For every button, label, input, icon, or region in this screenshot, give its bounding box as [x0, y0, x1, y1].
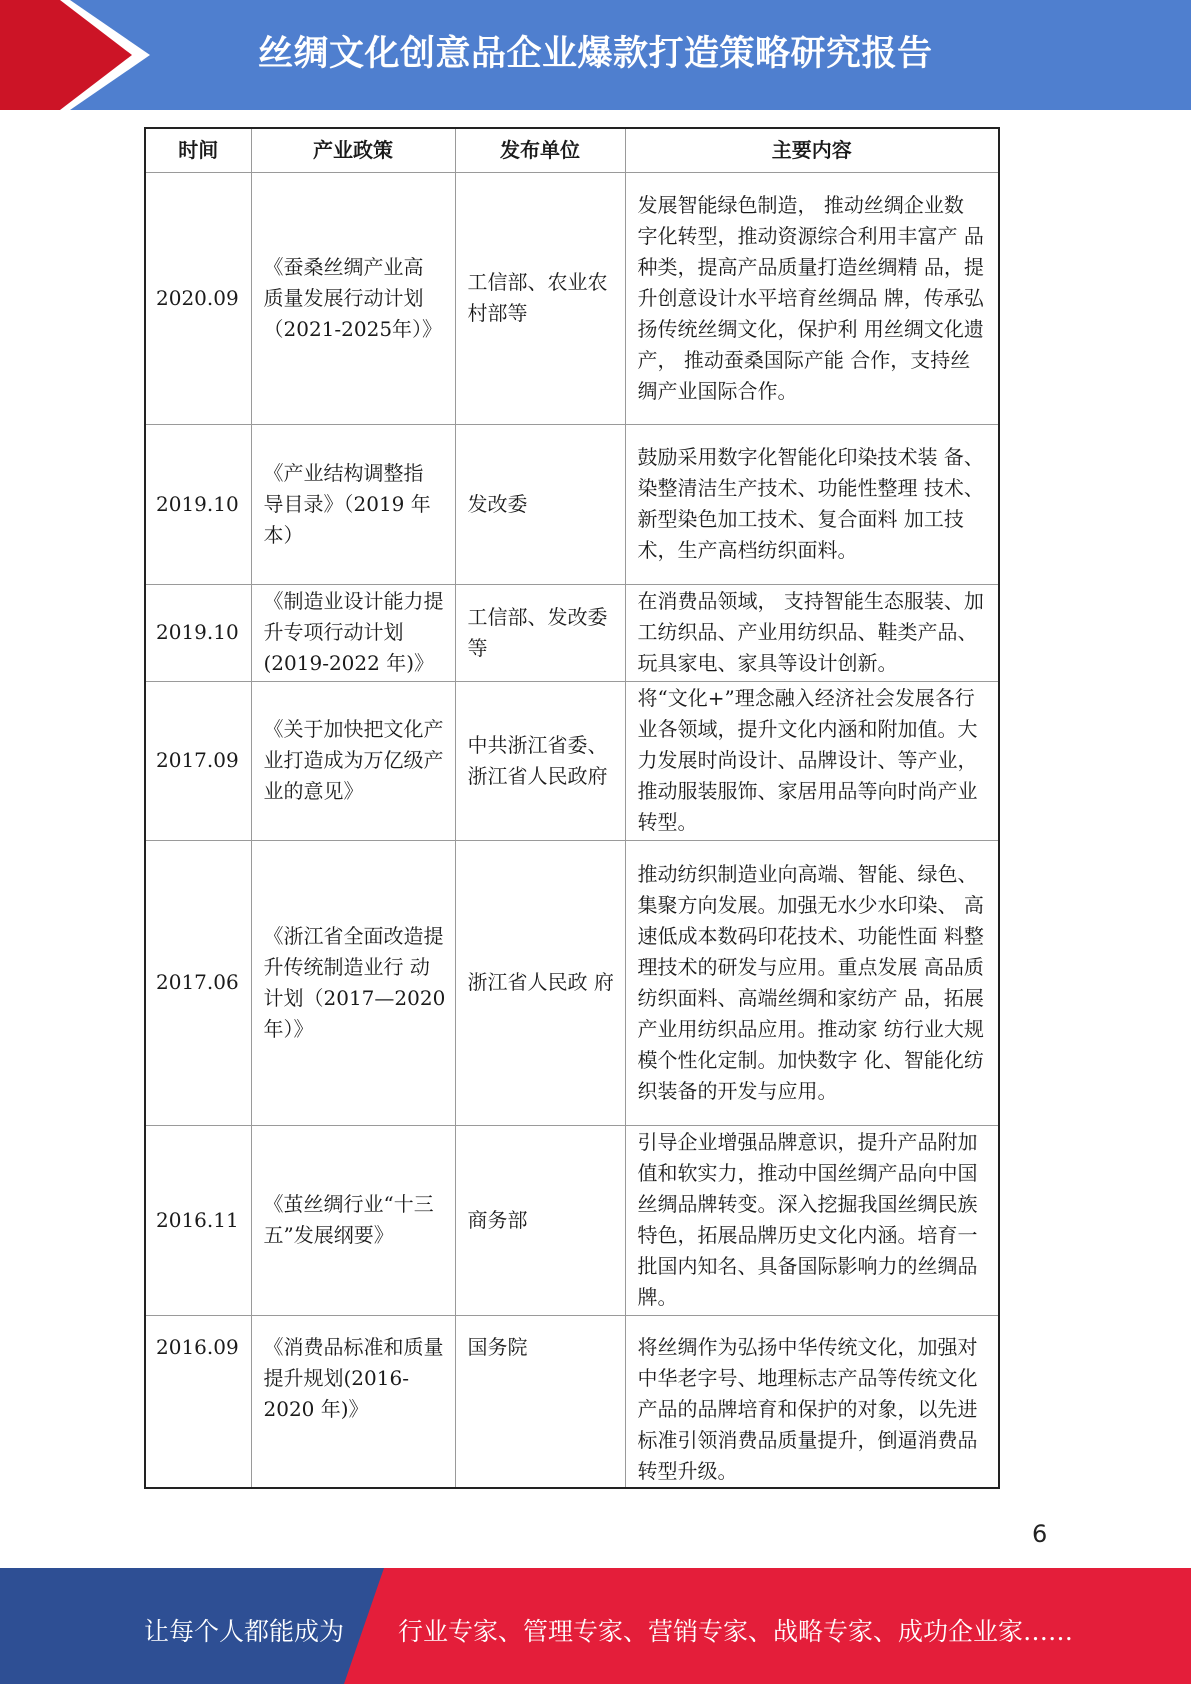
cell-content: 将丝绸作为弘扬中华传统文化，加强对中华老字号、地理标志产品等传统文化产品的品牌培育和保护的对象，以先进标准引领消费品质量提升，倒逼消费品转型升级。	[625, 1315, 999, 1488]
table-row	[145, 1125, 999, 1315]
cell-time: 2016.11	[145, 1125, 251, 1315]
cell-unit: 发改委	[455, 424, 625, 584]
header-chevron-icon	[0, 0, 160, 110]
cell-policy: 《浙江省全面改造提升传统制造业行 动计划（2017—2020 年）》	[251, 840, 455, 1125]
report-title: 丝绸文化创意品企业爆款打造策略研究报告	[258, 34, 933, 74]
table-row	[145, 681, 999, 840]
cell-time: 2017.06	[145, 840, 251, 1125]
cell-policy: 《制造业设计能力提升专项行动计划(2019-2022 年)》	[251, 584, 455, 681]
page-number: 6	[1032, 1520, 1048, 1548]
cell-policy: 《消费品标准和质量提升规划(2016-2020 年)》	[251, 1315, 455, 1488]
table-row	[145, 172, 999, 424]
footer-band	[0, 1568, 1191, 1684]
cell-unit: 国务院	[455, 1315, 625, 1488]
cell-unit: 工信部、农业农村部等	[455, 172, 625, 424]
cell-time: 2017.09	[145, 681, 251, 840]
cell-content: 将“文化+”理念融入经济社会发展各行 业各领域，提升文化内涵和附加值。大 力发展时尚设计、品牌设计、等产业， 推动服装服饰、家居用品等向时尚产业 转型。	[625, 681, 999, 840]
table-header-row	[145, 128, 999, 172]
footer-slogan-right: 行业专家、管理专家、营销专家、战略专家、成功企业家……	[398, 1617, 1074, 1646]
cell-content: 引导企业增强品牌意识，提升产品附加值和软实力，推动中国丝绸产品向中国丝绸品牌转变。深入挖掘我国丝绸民族特色，拓展品牌历史文化内涵。培育一批国内知名、具备国际影响力的丝绸品牌。	[625, 1125, 999, 1315]
cell-unit: 工信部、发改委等	[455, 584, 625, 681]
cell-content: 发展智能绿色制造， 推动丝绸企业数 字化转型，推动资源综合利用丰富产 品种类，提高产品质量打造丝绸精 品，提升创意设计水平培育丝绸品 牌，传承弘扬传统丝绸文化，保护利 用丝绸文化遗产， 推动蚕桑国际产能 合作，支持丝绸产业国际合作。	[625, 172, 999, 424]
header-band	[0, 0, 1191, 110]
cell-unit: 浙江省人民政 府	[455, 840, 625, 1125]
footer-slogan-left: 让每个人都能成为	[144, 1617, 345, 1646]
cell-time: 2019.10	[145, 584, 251, 681]
table-row	[145, 584, 999, 681]
cell-unit: 商务部	[455, 1125, 625, 1315]
header-content: 主要内容	[625, 128, 999, 172]
table-row	[145, 424, 999, 584]
header-unit: 发布单位	[455, 128, 625, 172]
cell-content: 在消费品领域， 支持智能生态服装、加工纺织品、产业用纺织品、鞋类产品、玩具家电、家具等设计创新。	[625, 584, 999, 681]
cell-policy: 《关于加快把文化产业打造成为万亿级产业的意见》	[251, 681, 455, 840]
cell-unit: 中共浙江省委、浙江省人民政府	[455, 681, 625, 840]
cell-content: 鼓励采用数字化智能化印染技术装 备、染整清洁生产技术、功能性整理 技术、新型染色加工技术、复合面料 加工技术，生产高档纺织面料。	[625, 424, 999, 584]
header-policy: 产业政策	[251, 128, 455, 172]
cell-time: 2016.09	[145, 1315, 251, 1488]
header-time: 时间	[145, 128, 251, 172]
cell-time: 2019.10	[145, 424, 251, 584]
cell-policy: 《蚕桑丝绸产业高 质量发展行动计划（2021-2025年）》	[251, 172, 455, 424]
cell-content: 推动纺织制造业向高端、智能、绿色、 集聚方向发展。加强无水少水印染、 高速低成本数码印花技术、功能性面 料整理技术的研发与应用。重点发展 高品质纺织面料、高端丝绸和家纺产 品，拓展产业用纺织品应用。推动家 纺行业大规模个性化定制。加快数字 化、智能化纺织装备的开发与应用。	[625, 840, 999, 1125]
cell-time: 2020.09	[145, 172, 251, 424]
cell-policy: 《茧丝绸行业“十三五”发展纲要》	[251, 1125, 455, 1315]
table-row	[145, 840, 999, 1125]
policy-table	[144, 127, 1000, 1489]
cell-policy: 《产业结构调整指 导目录》（2019 年 本）	[251, 424, 455, 584]
table-row	[145, 1315, 999, 1488]
